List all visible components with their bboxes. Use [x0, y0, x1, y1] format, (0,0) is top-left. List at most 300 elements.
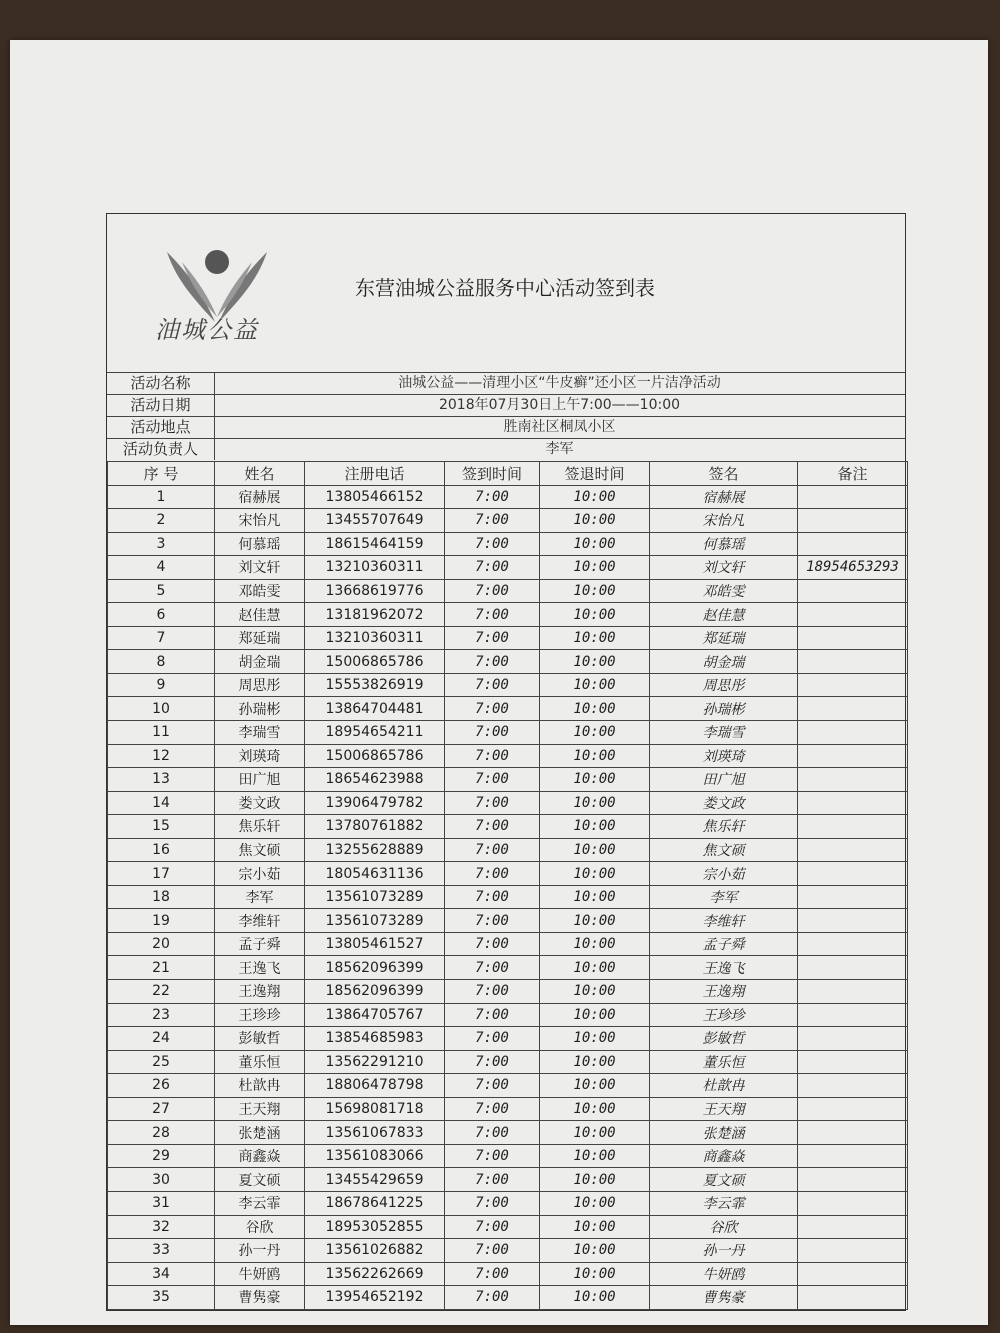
signature: 宋怡凡 [650, 509, 798, 533]
sign-out-time: 10:00 [540, 768, 650, 792]
sign-out-time: 10:00 [540, 626, 650, 650]
member-name: 刘文轩 [215, 556, 305, 580]
phone-number: 13561067833 [305, 1121, 445, 1145]
sign-out-time: 10:00 [540, 1144, 650, 1168]
sign-out-time: 10:00 [540, 838, 650, 862]
row-number: 30 [108, 1168, 215, 1192]
member-name: 孟子舜 [215, 932, 305, 956]
remark [798, 509, 908, 533]
sign-out-time: 10:00 [540, 1262, 650, 1286]
sign-out-time: 10:00 [540, 1215, 650, 1239]
sign-out-time: 10:00 [540, 1097, 650, 1121]
sign-in-time: 7:00 [445, 1168, 540, 1192]
phone-number: 18562096399 [305, 956, 445, 980]
table-row [108, 1003, 908, 1027]
member-name: 邓皓雯 [215, 579, 305, 603]
sign-out-time: 10:00 [540, 1191, 650, 1215]
remark [798, 1074, 908, 1098]
sign-out-time: 10:00 [540, 532, 650, 556]
column-header: 备注 [798, 462, 908, 486]
member-name: 焦文硕 [215, 838, 305, 862]
table-row [108, 815, 908, 839]
sign-out-time: 10:00 [540, 932, 650, 956]
row-number: 7 [108, 626, 215, 650]
member-name: 宗小茹 [215, 862, 305, 886]
row-number: 20 [108, 932, 215, 956]
sign-in-time: 7:00 [445, 721, 540, 745]
info-row-activity-date [107, 394, 905, 416]
table-row [108, 1215, 908, 1239]
row-number: 14 [108, 791, 215, 815]
sign-in-time: 7:00 [445, 556, 540, 580]
page-title: 东营油城公益服务中心活动签到表 [355, 276, 655, 300]
member-name: 王天翔 [215, 1097, 305, 1121]
row-number: 33 [108, 1239, 215, 1263]
row-number: 25 [108, 1050, 215, 1074]
signature: 孙一丹 [650, 1239, 798, 1263]
phone-number: 13805466152 [305, 485, 445, 509]
attendance-table [107, 461, 908, 1310]
signature: 焦文硕 [650, 838, 798, 862]
sign-out-time: 10:00 [540, 509, 650, 533]
sign-out-time: 10:00 [540, 1074, 650, 1098]
member-name: 孙瑞彬 [215, 697, 305, 721]
table-row [108, 932, 908, 956]
row-number: 2 [108, 509, 215, 533]
sign-out-time: 10:00 [540, 579, 650, 603]
member-name: 夏文硕 [215, 1168, 305, 1192]
phone-number: 15698081718 [305, 1097, 445, 1121]
table-row [108, 650, 908, 674]
phone-number: 13455429659 [305, 1168, 445, 1192]
member-name: 王逸飞 [215, 956, 305, 980]
phone-number: 18953052855 [305, 1215, 445, 1239]
signature: 牛妍鸥 [650, 1262, 798, 1286]
remark [798, 838, 908, 862]
phone-number: 13561073289 [305, 909, 445, 933]
phone-number: 18954654211 [305, 721, 445, 745]
info-label: 活动地点 [107, 417, 215, 438]
info-value: 胜南社区桐凤小区 [503, 419, 616, 435]
column-header: 签到时间 [445, 462, 540, 486]
sign-in-time: 7:00 [445, 532, 540, 556]
sign-out-time: 10:00 [540, 1003, 650, 1027]
remark [798, 1191, 908, 1215]
member-name: 彭敏哲 [215, 1027, 305, 1051]
sign-out-time: 10:00 [540, 744, 650, 768]
row-number: 3 [108, 532, 215, 556]
info-row-activity-name [107, 372, 905, 394]
remark [798, 1121, 908, 1145]
remark [798, 1050, 908, 1074]
member-name: 李云霏 [215, 1191, 305, 1215]
remark [798, 721, 908, 745]
row-number: 13 [108, 768, 215, 792]
row-number: 9 [108, 673, 215, 697]
signature: 宿赫展 [650, 485, 798, 509]
remark [798, 791, 908, 815]
member-name: 商鑫焱 [215, 1144, 305, 1168]
row-number: 26 [108, 1074, 215, 1098]
signature: 王逸翔 [650, 980, 798, 1004]
sign-in-time: 7:00 [445, 1215, 540, 1239]
sign-in-time: 7:00 [445, 650, 540, 674]
sign-in-time: 7:00 [445, 509, 540, 533]
sign-in-time: 7:00 [445, 673, 540, 697]
phone-number: 13561083066 [305, 1144, 445, 1168]
table-row [108, 1074, 908, 1098]
table-row [108, 509, 908, 533]
remark [798, 1215, 908, 1239]
member-name: 牛妍鸥 [215, 1262, 305, 1286]
phone-number: 13562262669 [305, 1262, 445, 1286]
phone-number: 13210360311 [305, 626, 445, 650]
row-number: 12 [108, 744, 215, 768]
remark [798, 697, 908, 721]
member-name: 张楚涵 [215, 1121, 305, 1145]
remark [798, 1239, 908, 1263]
signature: 孙瑞彬 [650, 697, 798, 721]
member-name: 孙一丹 [215, 1239, 305, 1263]
signature: 谷欣 [650, 1215, 798, 1239]
table-row [108, 603, 908, 627]
column-header: 序 号 [108, 462, 215, 486]
sign-in-time: 7:00 [445, 485, 540, 509]
sign-in-time: 7:00 [445, 791, 540, 815]
table-row [108, 1144, 908, 1168]
signature: 周思彤 [650, 673, 798, 697]
sign-out-time: 10:00 [540, 815, 650, 839]
signature: 杜歆冉 [650, 1074, 798, 1098]
sign-in-time: 7:00 [445, 1121, 540, 1145]
remark [798, 650, 908, 674]
table-body [108, 485, 908, 1309]
table-row [108, 1191, 908, 1215]
remark [798, 532, 908, 556]
signature: 李维轩 [650, 909, 798, 933]
table-row [108, 791, 908, 815]
row-number: 28 [108, 1121, 215, 1145]
table-row [108, 626, 908, 650]
phone-number: 18806478798 [305, 1074, 445, 1098]
sign-in-time: 7:00 [445, 885, 540, 909]
table-row [108, 697, 908, 721]
phone-number: 13668619776 [305, 579, 445, 603]
table-row [108, 673, 908, 697]
row-number: 35 [108, 1286, 215, 1310]
row-number: 23 [108, 1003, 215, 1027]
sign-in-time: 7:00 [445, 909, 540, 933]
signature: 彭敏哲 [650, 1027, 798, 1051]
table-row [108, 885, 908, 909]
remark [798, 909, 908, 933]
signature: 邓皓雯 [650, 579, 798, 603]
phone-number: 15553826919 [305, 673, 445, 697]
remark [798, 673, 908, 697]
signature: 刘瑛琦 [650, 744, 798, 768]
sign-out-time: 10:00 [540, 885, 650, 909]
table-row [108, 1050, 908, 1074]
sign-in-time: 7:00 [445, 980, 540, 1004]
info-label: 活动负责人 [107, 439, 215, 460]
table-row [108, 1286, 908, 1310]
table-row [108, 1097, 908, 1121]
member-name: 赵佳慧 [215, 603, 305, 627]
info-label: 活动名称 [107, 373, 215, 394]
remark [798, 579, 908, 603]
sign-in-time: 7:00 [445, 1262, 540, 1286]
member-name: 李维轩 [215, 909, 305, 933]
signature: 王天翔 [650, 1097, 798, 1121]
sign-out-time: 10:00 [540, 1168, 650, 1192]
sign-out-time: 10:00 [540, 556, 650, 580]
row-number: 6 [108, 603, 215, 627]
signature: 李云霏 [650, 1191, 798, 1215]
phone-number: 13864704481 [305, 697, 445, 721]
signature: 何慕瑶 [650, 532, 798, 556]
remark [798, 956, 908, 980]
info-row-activity-leader [107, 438, 905, 460]
signature: 娄文政 [650, 791, 798, 815]
signature: 商鑫焱 [650, 1144, 798, 1168]
remark: 18954653293 [798, 556, 908, 580]
sign-out-time: 10:00 [540, 485, 650, 509]
column-header: 签退时间 [540, 462, 650, 486]
remark [798, 626, 908, 650]
member-name: 李瑞雪 [215, 721, 305, 745]
sign-out-time: 10:00 [540, 673, 650, 697]
phone-number: 13854685983 [305, 1027, 445, 1051]
signature: 王珍珍 [650, 1003, 798, 1027]
signature: 胡金瑞 [650, 650, 798, 674]
sign-out-time: 10:00 [540, 697, 650, 721]
table-row [108, 1239, 908, 1263]
sign-in-time: 7:00 [445, 1003, 540, 1027]
phone-number: 13455707649 [305, 509, 445, 533]
row-number: 5 [108, 579, 215, 603]
sign-in-time: 7:00 [445, 744, 540, 768]
row-number: 22 [108, 980, 215, 1004]
remark [798, 1144, 908, 1168]
phone-number: 13780761882 [305, 815, 445, 839]
phone-number: 13864705767 [305, 1003, 445, 1027]
row-number: 19 [108, 909, 215, 933]
sign-in-time: 7:00 [445, 626, 540, 650]
signature: 赵佳慧 [650, 603, 798, 627]
sign-in-form [106, 213, 906, 1311]
table-row [108, 485, 908, 509]
row-number: 29 [108, 1144, 215, 1168]
row-number: 11 [108, 721, 215, 745]
phone-number: 18678641225 [305, 1191, 445, 1215]
sign-in-time: 7:00 [445, 768, 540, 792]
remark [798, 1168, 908, 1192]
row-number: 4 [108, 556, 215, 580]
member-name: 王珍珍 [215, 1003, 305, 1027]
member-name: 何慕瑶 [215, 532, 305, 556]
member-name: 宋怡凡 [215, 509, 305, 533]
sign-out-time: 10:00 [540, 956, 650, 980]
sign-in-time: 7:00 [445, 603, 540, 627]
sign-out-time: 10:00 [540, 721, 650, 745]
phone-number: 18654623988 [305, 768, 445, 792]
row-number: 31 [108, 1191, 215, 1215]
table-row [108, 1262, 908, 1286]
member-name: 宿赫展 [215, 485, 305, 509]
sign-out-time: 10:00 [540, 1286, 650, 1310]
signature: 李军 [650, 885, 798, 909]
member-name: 李军 [215, 885, 305, 909]
info-value: 李军 [545, 441, 574, 457]
remark [798, 1262, 908, 1286]
row-number: 8 [108, 650, 215, 674]
member-name: 杜歆冉 [215, 1074, 305, 1098]
remark [798, 744, 908, 768]
member-name: 曹隽豪 [215, 1286, 305, 1310]
sign-in-time: 7:00 [445, 697, 540, 721]
sign-out-time: 10:00 [540, 1027, 650, 1051]
sign-in-time: 7:00 [445, 932, 540, 956]
row-number: 16 [108, 838, 215, 862]
sign-out-time: 10:00 [540, 980, 650, 1004]
signature: 曹隽豪 [650, 1286, 798, 1310]
signature: 孟子舜 [650, 932, 798, 956]
table-row [108, 768, 908, 792]
phone-number: 15006865786 [305, 744, 445, 768]
sign-in-time: 7:00 [445, 1239, 540, 1263]
signature: 田广旭 [650, 768, 798, 792]
sign-out-time: 10:00 [540, 1121, 650, 1145]
logo-text: 油城公益 [155, 316, 259, 344]
phone-number: 13255628889 [305, 838, 445, 862]
row-number: 10 [108, 697, 215, 721]
member-name: 周思彤 [215, 673, 305, 697]
table-row [108, 909, 908, 933]
signature: 张楚涵 [650, 1121, 798, 1145]
column-header: 注册电话 [305, 462, 445, 486]
sign-in-time: 7:00 [445, 1286, 540, 1310]
phone-number: 15006865786 [305, 650, 445, 674]
sign-in-time: 7:00 [445, 1074, 540, 1098]
member-name: 胡金瑞 [215, 650, 305, 674]
signature: 董乐恒 [650, 1050, 798, 1074]
sign-out-time: 10:00 [540, 650, 650, 674]
sign-in-time: 7:00 [445, 1050, 540, 1074]
row-number: 21 [108, 956, 215, 980]
row-number: 17 [108, 862, 215, 886]
row-number: 1 [108, 485, 215, 509]
phone-number: 13906479782 [305, 791, 445, 815]
info-value: 2018年07月30日上午7:00——10:00 [438, 397, 681, 413]
remark [798, 980, 908, 1004]
table-row [108, 1027, 908, 1051]
table-row [108, 1168, 908, 1192]
sign-in-time: 7:00 [445, 1144, 540, 1168]
phone-number: 13954652192 [305, 1286, 445, 1310]
signature: 刘文轩 [650, 556, 798, 580]
table-header-row [108, 462, 908, 486]
column-header: 签名 [650, 462, 798, 486]
table-row [108, 838, 908, 862]
signature: 宗小茹 [650, 862, 798, 886]
remark [798, 768, 908, 792]
member-name: 刘瑛琦 [215, 744, 305, 768]
member-name: 董乐恒 [215, 1050, 305, 1074]
phone-number: 18562096399 [305, 980, 445, 1004]
sign-out-time: 10:00 [540, 909, 650, 933]
remark [798, 1286, 908, 1310]
paper-sheet [10, 40, 988, 1325]
row-number: 32 [108, 1215, 215, 1239]
row-number: 15 [108, 815, 215, 839]
info-row-activity-location [107, 416, 905, 438]
remark [798, 485, 908, 509]
sign-in-time: 7:00 [445, 1027, 540, 1051]
sign-out-time: 10:00 [540, 603, 650, 627]
table-row [108, 579, 908, 603]
member-name: 娄文政 [215, 791, 305, 815]
sign-out-time: 10:00 [540, 791, 650, 815]
phone-number: 13181962072 [305, 603, 445, 627]
sign-in-time: 7:00 [445, 1191, 540, 1215]
sign-out-time: 10:00 [540, 1239, 650, 1263]
member-name: 田广旭 [215, 768, 305, 792]
remark [798, 815, 908, 839]
row-number: 27 [108, 1097, 215, 1121]
signature: 李瑞雪 [650, 721, 798, 745]
member-name: 焦乐轩 [215, 815, 305, 839]
remark [798, 1027, 908, 1051]
remark [798, 1097, 908, 1121]
table-row [108, 532, 908, 556]
remark [798, 1003, 908, 1027]
phone-number: 13562291210 [305, 1050, 445, 1074]
member-name: 谷欣 [215, 1215, 305, 1239]
sign-in-time: 7:00 [445, 579, 540, 603]
sign-out-time: 10:00 [540, 862, 650, 886]
signature: 夏文硕 [650, 1168, 798, 1192]
sign-in-time: 7:00 [445, 862, 540, 886]
info-label: 活动日期 [107, 395, 215, 416]
sign-in-time: 7:00 [445, 815, 540, 839]
remark [798, 932, 908, 956]
row-number: 24 [108, 1027, 215, 1051]
phone-number: 18615464159 [305, 532, 445, 556]
sign-in-time: 7:00 [445, 838, 540, 862]
info-value: 油城公益——清理小区“牛皮癣”还小区一片洁净活动 [398, 375, 721, 391]
table-row [108, 956, 908, 980]
signature: 王逸飞 [650, 956, 798, 980]
table-row [108, 980, 908, 1004]
remark [798, 885, 908, 909]
table-row [108, 862, 908, 886]
phone-number: 13210360311 [305, 556, 445, 580]
table-row [108, 556, 908, 580]
row-number: 18 [108, 885, 215, 909]
sign-out-time: 10:00 [540, 1050, 650, 1074]
remark [798, 862, 908, 886]
phone-number: 18054631136 [305, 862, 445, 886]
phone-number: 13805461527 [305, 932, 445, 956]
form-header [107, 214, 905, 372]
row-number: 34 [108, 1262, 215, 1286]
sign-in-time: 7:00 [445, 1097, 540, 1121]
table-row [108, 1121, 908, 1145]
phone-number: 13561026882 [305, 1239, 445, 1263]
member-name: 王逸翔 [215, 980, 305, 1004]
member-name: 郑延瑞 [215, 626, 305, 650]
phone-number: 13561073289 [305, 885, 445, 909]
